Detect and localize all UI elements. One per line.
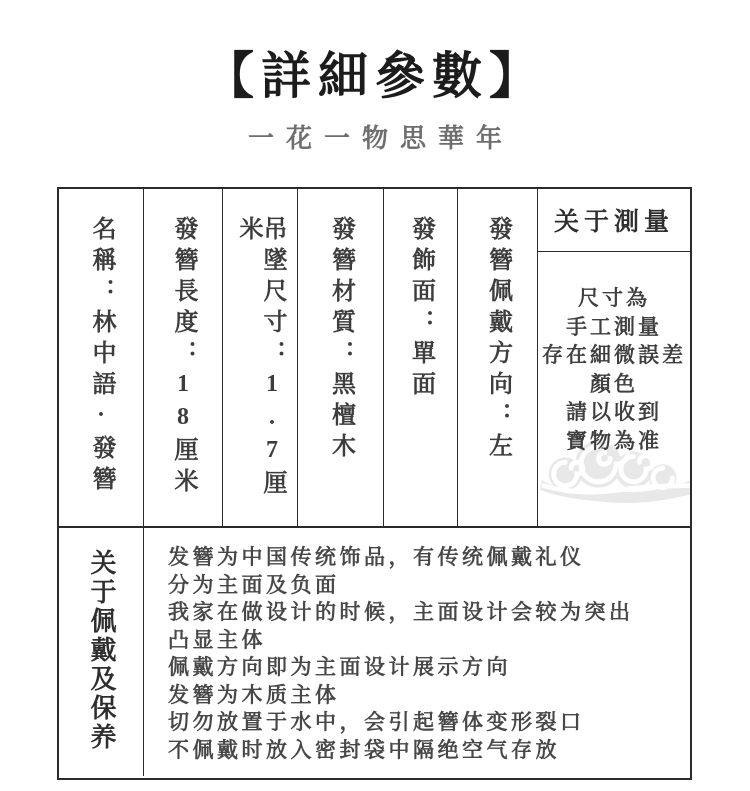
care-note-line: 不佩戴时放入密封袋中隔绝空气存放 <box>168 737 560 762</box>
care-note-line: 发簪为中国传统饰品，有传统佩戴礼仪 <box>168 545 585 569</box>
measurement-note-line: 手工測量 <box>566 314 662 339</box>
page-subtitle: 一花一物思華年 <box>247 124 514 153</box>
care-note-line: 佩戴方向即为主面设计展示方向 <box>168 655 511 679</box>
care-note-line: 凸显主体 <box>168 627 266 652</box>
measurement-note-title: 关于測量 <box>538 189 690 252</box>
care-note-line: 分为主面及负面 <box>168 572 340 597</box>
care-note-line: 发簪为木质主体 <box>168 682 340 707</box>
parameters-table <box>57 187 692 780</box>
param-text-material: 發簪材質：黑檀木 <box>327 216 354 464</box>
param-cell-length <box>144 189 223 526</box>
param-text-face: 發飾面：單面 <box>407 216 434 402</box>
measurement-note-body <box>538 252 690 455</box>
measurement-note-line: 寶物為准 <box>566 428 662 453</box>
param-cell-material <box>298 189 384 526</box>
measurement-note-line: 存在細微誤差 <box>542 343 686 367</box>
care-note-line: 切勿放置于水中，会引起簪体变形裂口 <box>168 710 585 734</box>
care-section-title: 关于佩戴及保养 <box>87 549 116 752</box>
param-cell-direction <box>458 189 538 526</box>
care-row <box>59 528 690 776</box>
param-cell-pendant-size <box>223 189 298 526</box>
measurement-note-line: 顏色 <box>590 371 638 396</box>
param-text-pendant-size: 吊墜尺寸：1.7厘米 <box>235 216 285 501</box>
care-section-header <box>59 528 144 776</box>
param-cell-name <box>59 189 144 526</box>
measurement-note-cell <box>538 189 690 526</box>
parameters-row <box>59 189 690 528</box>
care-note-line: 我家在做设计的时候，主面设计会较为突出 <box>168 600 634 624</box>
param-cell-face <box>384 189 458 526</box>
measurement-note-line: 尺寸為 <box>578 286 650 310</box>
param-text-name: 名稱：林中語·發簪 <box>88 216 114 497</box>
param-text-length: 發簪長度：18厘米 <box>170 216 196 499</box>
param-text-direction: 發簪佩戴方向：左 <box>484 216 511 464</box>
measurement-note-line: 請以收到 <box>566 400 662 424</box>
care-section-body <box>144 528 690 776</box>
page-title: 【詳細參數】 <box>204 48 546 104</box>
